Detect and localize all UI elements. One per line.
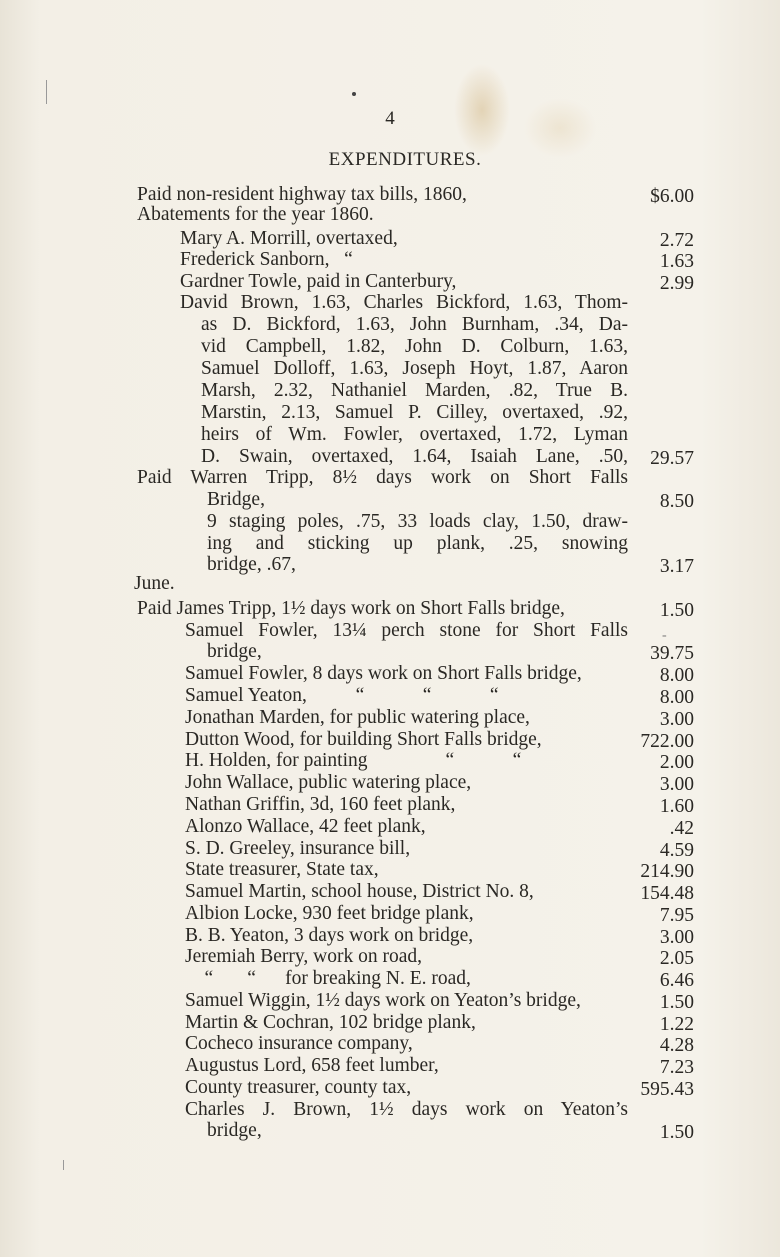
entry-amount: 1.50 <box>659 600 694 621</box>
entry-line: Marstin, 2.13, Samuel P. Cilley, overtaxed, .92, <box>201 402 628 423</box>
entry-line: D. Swain, overtaxed, 1.64, Isaiah Lane, .50, <box>201 446 628 467</box>
entry-amount: 6.46 <box>659 970 694 991</box>
page-edge-mark <box>63 1160 64 1170</box>
entry-amount: 3.00 <box>659 927 694 948</box>
entry-line: Samuel Fowler, 13¼ perch stone for Short Falls <box>185 620 628 641</box>
entry-line: Bridge, <box>207 489 265 510</box>
entry-line: Mary A. Morrill, overtaxed, <box>180 228 398 249</box>
entry-amount: 2.00 <box>659 752 694 773</box>
entry-amount: 3.00 <box>659 709 694 730</box>
entry-line: ing and sticking up plank, .25, snowing <box>207 533 628 554</box>
month-label: June. <box>134 573 175 594</box>
entry-line: bridge, <box>207 641 262 662</box>
entry-line: David Brown, 1.63, Charles Bickford, 1.63, Thom- <box>180 292 628 313</box>
entry-amount: 1.22 <box>659 1014 694 1035</box>
ink-speck <box>352 92 356 96</box>
entry-line: John Wallace, public watering place, <box>185 772 472 793</box>
section-heading: EXPENDITURES. <box>328 149 482 170</box>
entry-line: 9 staging poles, .75, 33 loads clay, 1.50, draw- <box>207 511 628 532</box>
entry-line: Albion Locke, 930 feet bridge plank, <box>185 903 474 924</box>
entry-line: as D. Bickford, 1.63, John Burnham, .34, Da- <box>201 314 628 335</box>
entry-line: Charles J. Brown, 1½ days work on Yeaton’s <box>185 1099 628 1120</box>
entry-amount: 214.90 <box>640 861 694 882</box>
entry-line: Martin & Cochran, 102 bridge plank, <box>185 1012 476 1033</box>
entry-amount: 1.50 <box>659 992 694 1013</box>
entry-line: “ “ for breaking N. E. road, <box>185 968 471 989</box>
entry-amount: 1.63 <box>659 251 694 272</box>
page-edge-mark <box>46 80 47 104</box>
entry-line: Nathan Griffin, 3d, 160 feet plank, <box>185 794 456 815</box>
entry-line: Samuel Fowler, 8 days work on Short Falls bridge, <box>185 663 582 684</box>
entry-amount: $6.00 <box>650 186 694 207</box>
entry-line: S. D. Greeley, insurance bill, <box>185 838 411 859</box>
entry-amount: 2.99 <box>659 273 694 294</box>
entry-amount: 3.17 <box>659 556 694 577</box>
entry-line: vid Campbell, 1.82, John D. Colburn, 1.63, <box>201 336 628 357</box>
entry-amount: 1.60 <box>659 796 694 817</box>
entry-amount: 29.57 <box>650 448 694 469</box>
entry-line: Samuel Wiggin, 1½ days work on Yeaton’s bridge, <box>185 990 581 1011</box>
entry-line: H. Holden, for painting “ “ <box>185 750 522 771</box>
entry-line: Frederick Sanborn, “ <box>180 249 353 270</box>
dash-mark: - <box>662 628 667 643</box>
entry-amount: 8.00 <box>659 665 694 686</box>
entry-line: Cocheco insurance company, <box>185 1033 413 1054</box>
entry-line: Alonzo Wallace, 42 feet plank, <box>185 816 426 837</box>
entry-amount: 1.50 <box>659 1122 694 1143</box>
entry-line: State treasurer, State tax, <box>185 859 379 880</box>
entry-line: Jeremiah Berry, work on road, <box>185 946 422 967</box>
entry-line: Samuel Martin, school house, District No. 8, <box>185 881 534 902</box>
entry-amount: 154.48 <box>640 883 694 904</box>
entry-line: bridge, <box>207 1120 262 1141</box>
entry-line: Paid James Tripp, 1½ days work on Short Falls bridge, <box>137 598 565 619</box>
entry-amount: 722.00 <box>640 731 694 752</box>
entry-amount: 8.00 <box>659 687 694 708</box>
entry-amount: 595.43 <box>640 1079 694 1100</box>
entry-line: Dutton Wood, for building Short Falls bridge, <box>185 729 542 750</box>
entry-line: B. B. Yeaton, 3 days work on bridge, <box>185 925 474 946</box>
entry-amount: 2.72 <box>659 230 694 251</box>
entry-amount: 4.28 <box>659 1035 694 1056</box>
entry-line: Jonathan Marden, for public watering place, <box>185 707 530 728</box>
entry-amount: 7.23 <box>659 1057 694 1078</box>
entry-line: Samuel Yeaton, “ “ “ <box>185 685 499 706</box>
entry-line: County treasurer, county tax, <box>185 1077 412 1098</box>
entry-amount: .42 <box>669 818 694 839</box>
entry-line: Paid non-resident highway tax bills, 1860, <box>137 184 467 205</box>
entry-amount: 7.95 <box>659 905 694 926</box>
entry-line: Samuel Dolloff, 1.63, Joseph Hoyt, 1.87, Aaron <box>201 358 628 379</box>
entry-line: bridge, .67, <box>207 554 296 575</box>
entry-line: Augustus Lord, 658 feet lumber, <box>185 1055 439 1076</box>
entry-amount: 2.05 <box>659 948 694 969</box>
entry-line: Paid Warren Tripp, 8½ days work on Short Falls <box>137 467 628 488</box>
entry-amount: 4.59 <box>659 840 694 861</box>
entry-line: Marsh, 2.32, Nathaniel Marden, .82, True B. <box>201 380 628 401</box>
page-number: 4 <box>385 108 395 129</box>
entry-line: Abatements for the year 1860. <box>137 204 374 225</box>
entry-amount: 3.00 <box>659 774 694 795</box>
entry-amount: 8.50 <box>659 491 694 512</box>
entry-line: Gardner Towle, paid in Canterbury, <box>180 271 457 292</box>
entry-line: heirs of Wm. Fowler, overtaxed, 1.72, Lyman <box>201 424 628 445</box>
entry-amount: 39.75 <box>650 643 694 664</box>
